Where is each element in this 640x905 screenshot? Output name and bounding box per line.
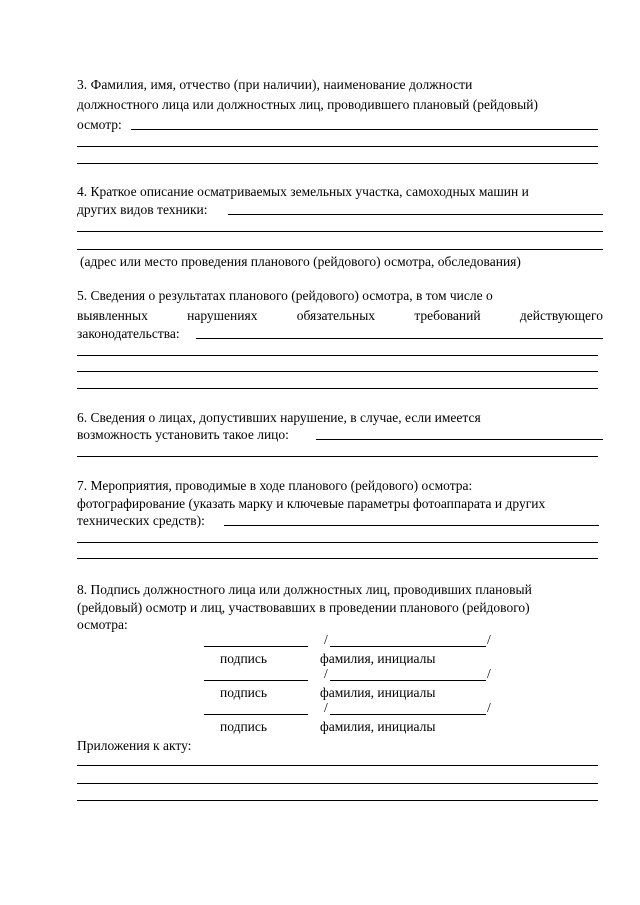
signature-slash-right: / [487, 666, 491, 681]
signature-line[interactable] [204, 714, 308, 715]
section4-fill-line-1[interactable] [228, 214, 603, 215]
section5-word: требований [414, 308, 481, 323]
section5-fill-line-1[interactable] [196, 338, 603, 339]
section7-line2: фотографирование (указать марку и ключевые параметры фотоаппарата и других [77, 496, 546, 511]
signature-line[interactable] [204, 680, 308, 681]
signature-slash-right: / [487, 632, 491, 647]
name-label: фамилия, инициалы [320, 685, 436, 700]
section7-line3: технических средств): [77, 513, 205, 528]
section3-fill-line-3[interactable] [77, 163, 598, 164]
section6-line1: 6. Сведения о лицах, допустивших нарушение, в случае, если имеется [77, 410, 481, 425]
section5-fill-line-2[interactable] [77, 355, 598, 356]
section3-fill-line-1[interactable] [131, 129, 598, 130]
section5-word: нарушениях [187, 308, 258, 323]
signature-slash-left: / [324, 666, 328, 681]
name-label: фамилия, инициалы [320, 719, 436, 734]
appendix-fill-line-1[interactable] [77, 765, 598, 766]
appendix-label: Приложения к акту: [77, 738, 192, 753]
appendix-fill-line-3[interactable] [77, 800, 598, 801]
section3-line3: осмотр: [77, 117, 122, 132]
signature-slash-left: / [324, 632, 328, 647]
signature-label: подпись [220, 685, 268, 700]
name-label: фамилия, инициалы [320, 651, 436, 666]
section5-line2 [77, 308, 603, 324]
section8-line2: (рейдовый) осмотр и лиц, участвовавших в проведении планового (рейдового) [77, 600, 530, 615]
section6-fill-line-2[interactable] [77, 456, 598, 457]
section7-fill-line-1[interactable] [224, 525, 599, 526]
section6-fill-line-1[interactable] [316, 439, 603, 440]
section3-line1: 3. Фамилия, имя, отчество (при наличии), наименование должности [77, 77, 473, 92]
section7-fill-line-3[interactable] [77, 558, 598, 559]
section8-line3: осмотра: [77, 617, 128, 632]
signature-label: подпись [220, 651, 268, 666]
name-line[interactable] [330, 646, 486, 647]
signature-slash-left: / [324, 700, 328, 715]
signature-slash-right: / [487, 700, 491, 715]
section4-line1: 4. Краткое описание осматриваемых земельных участка, самоходных машин и [77, 184, 529, 199]
section5-word: обязательных [296, 308, 376, 323]
signature-line[interactable] [204, 646, 308, 647]
section4-caption: (адрес или место проведения планового (рейдового) осмотра, обследования) [80, 254, 521, 269]
section5-line1: 5. Сведения о результатах планового (рейдового) осмотра, в том числе о [77, 288, 493, 303]
section5-fill-line-4[interactable] [77, 388, 598, 389]
appendix-fill-line-2[interactable] [77, 783, 598, 784]
section4-line2: других видов техники: [77, 202, 208, 217]
section6-line2: возможность установить такое лицо: [77, 427, 289, 442]
section5-line3: законодательства: [77, 326, 180, 341]
section3-line2: должностного лица или должностных лиц, проводившего плановый (рейдовый) [77, 97, 538, 112]
section4-fill-line-3[interactable] [77, 249, 603, 250]
section3-fill-line-2[interactable] [77, 146, 598, 147]
section8-line1: 8. Подпись должностного лица или должностных лиц, проводивших плановый [77, 582, 532, 597]
section5-fill-line-3[interactable] [77, 371, 598, 372]
section7-line1: 7. Мероприятия, проводимые в ходе планового (рейдового) осмотра: [77, 478, 473, 493]
name-line[interactable] [330, 680, 486, 681]
section4-fill-line-2[interactable] [77, 231, 603, 232]
name-line[interactable] [330, 714, 486, 715]
section7-fill-line-2[interactable] [77, 542, 598, 543]
signature-label: подпись [220, 719, 268, 734]
section5-word: выявленных [77, 308, 148, 323]
section5-word: действующего [519, 308, 603, 323]
